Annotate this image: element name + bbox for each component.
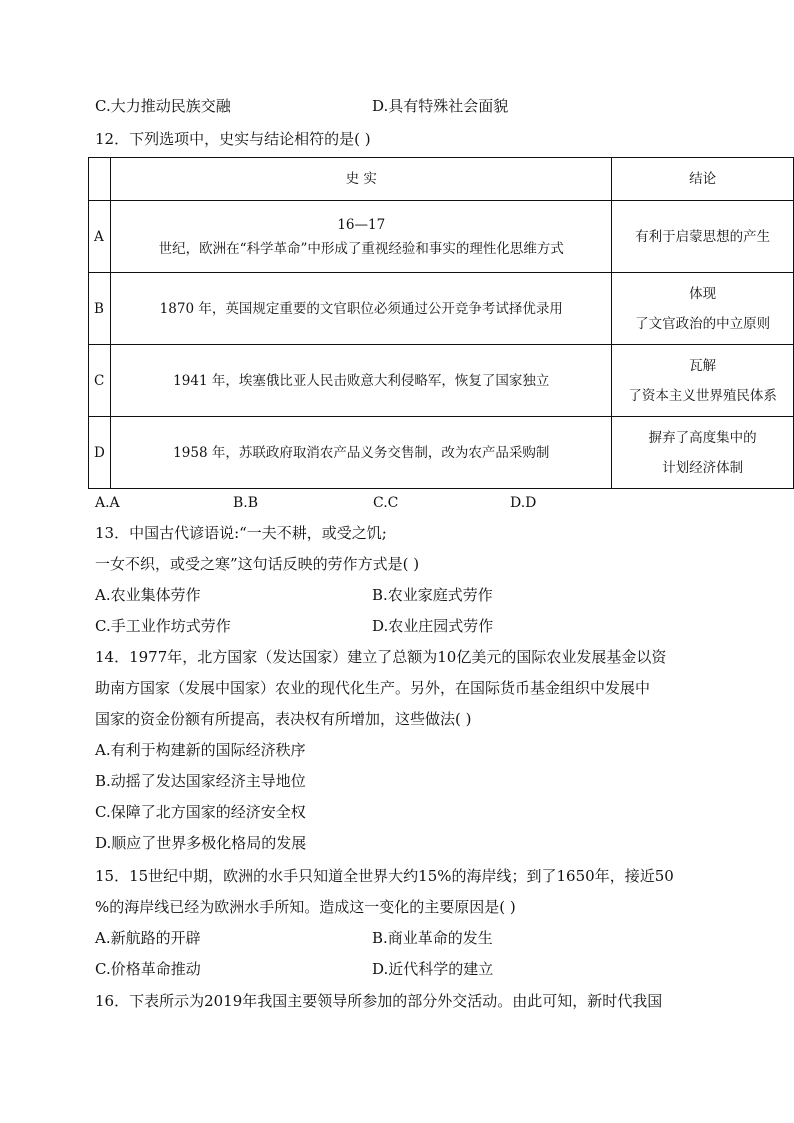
q15-option-a: A.新航路的开辟 (95, 929, 201, 947)
header-fact: 史 实 (111, 158, 612, 201)
q13-option-b: B.农业家庭式劳作 (372, 586, 493, 604)
row-fact: 1870 年，英国规定重要的文官职位必须通过公开竞争考试择优录用 (111, 273, 612, 345)
q11-option-d: D.具有特殊社会面貌 (372, 97, 509, 115)
conclusion-line: 体现 (689, 285, 717, 302)
q16-stem-line: 16．下表所示为2019年我国主要领导所参加的部分外交活动。由此可知，新时代我国 (95, 992, 663, 1010)
row-fact: 1941 年，埃塞俄比亚人民击败意大利侵略军，恢复了国家独立 (111, 345, 612, 417)
row-conclusion (612, 273, 794, 345)
table-header-row (89, 158, 794, 201)
conclusion-line: 了文官政治的中立原则 (635, 315, 771, 332)
table-row (89, 345, 794, 417)
q14-option-b: B.动摇了发达国家经济主导地位 (95, 772, 306, 790)
q14-stem-line: 助南方国家（发展中国家）农业的现代化生产。另外，在国际货币基金组织中发展中 (95, 679, 651, 697)
q14-stem-line: 国家的资金份额有所提高，表决权有所增加，这些做法( ) (95, 710, 472, 728)
q14-option-c: C.保障了北方国家的经济安全权 (95, 803, 306, 821)
conclusion-line: 计划经济体制 (662, 459, 744, 476)
q11-options-row (95, 96, 509, 116)
header-empty-cell (89, 158, 111, 201)
q12-option-a: A.A (95, 495, 120, 511)
row-label: C (89, 345, 111, 417)
q13-options-row (95, 616, 494, 636)
q12-option-d: D.D (510, 495, 537, 511)
q15-options-row (95, 959, 494, 979)
q13-stem-line: 13．中国古代谚语说:“一夫不耕，或受之饥; (95, 524, 387, 542)
row-conclusion (612, 201, 794, 273)
conclusion-line: 瓦解 (689, 357, 717, 374)
q14-option-a: A.有利于构建新的国际经济秩序 (95, 741, 306, 759)
q15-stem-line: 15．15世纪中期，欧洲的水手只知道全世界大约15%的海岸线；到了1650年，接近50 (95, 867, 674, 885)
q13-option-d: D.农业庄园式劳作 (372, 617, 494, 635)
q14-stem-line: 14．1977年，北方国家（发达国家）建立了总额为10亿美元的国际农业发展基金以资 (95, 648, 667, 666)
q14-option-d: D.顺应了世界多极化格局的发展 (95, 834, 307, 852)
q13-option-c: C.手工业作坊式劳作 (95, 617, 231, 635)
q15-options-row (95, 928, 493, 948)
q13-option-a: A.农业集体劳作 (95, 586, 201, 604)
conclusion-line: 有利于启蒙思想的产生 (635, 228, 771, 245)
row-conclusion (612, 417, 794, 489)
q15-option-c: C.价格革命推动 (95, 960, 201, 978)
q12-option-b: B.B (233, 495, 259, 511)
q11-option-c: C.大力推动民族交融 (95, 97, 231, 115)
row-fact (111, 201, 612, 273)
row-label: B (89, 273, 111, 345)
q15-option-b: B.商业革命的发生 (372, 929, 493, 947)
header-conclusion: 结论 (612, 158, 794, 201)
conclusion-line: 了资本主义世界殖民体系 (628, 387, 777, 404)
q12-stem: 12．下列选项中，史实与结论相符的是( ) (95, 130, 371, 148)
table-row (89, 273, 794, 345)
q13-stem-line: 一女不织，或受之寒”这句话反映的劳作方式是( ) (95, 555, 420, 573)
fact-line: 16—17 (337, 216, 386, 233)
q12-option-c: C.C (373, 495, 399, 511)
q13-options-row (95, 585, 493, 605)
row-label: D (89, 417, 111, 489)
table-row (89, 417, 794, 489)
q12-table (88, 157, 794, 489)
q15-stem-line: %的海岸线已经为欧洲水手所知。造成这一变化的主要原因是( ) (95, 898, 516, 916)
q15-option-d: D.近代科学的建立 (372, 960, 494, 978)
row-conclusion (612, 345, 794, 417)
table-row (89, 201, 794, 273)
row-label: A (89, 201, 111, 273)
conclusion-line: 摒弃了高度集中的 (648, 429, 757, 446)
row-fact: 1958 年，苏联政府取消农产品义务交售制，改为农产品采购制 (111, 417, 612, 489)
fact-line: 世纪，欧洲在“科学革命”中形成了重视经验和事实的理性化思维方式 (158, 240, 564, 257)
